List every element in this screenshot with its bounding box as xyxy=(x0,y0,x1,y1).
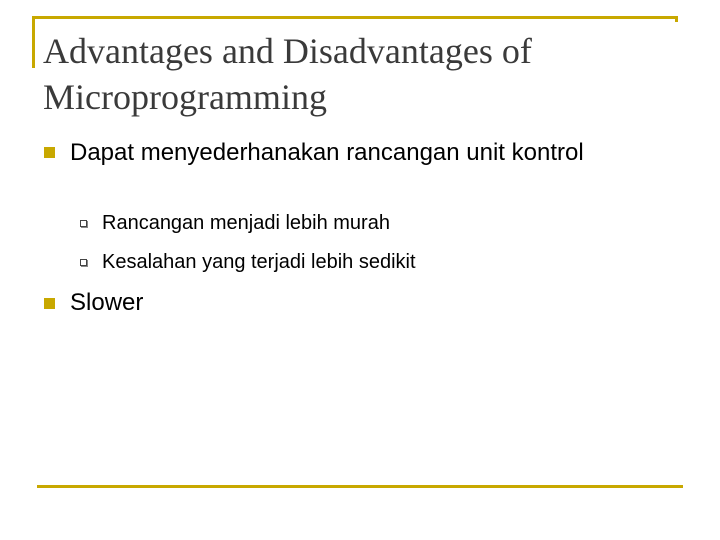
bullet-2-text: Slower xyxy=(70,289,144,316)
sub-bullet-1-text: Rancangan menjadi lebih murah xyxy=(102,212,390,234)
hollow-square-bullet-icon xyxy=(80,220,87,227)
square-bullet-icon xyxy=(44,298,55,309)
bullet-1-text: Dapat menyederhanakan rancangan unit kontrol xyxy=(70,139,584,166)
title-frame-right-tick xyxy=(675,16,678,22)
sub-bullet-2-text: Kesalahan yang terjadi lebih sedikit xyxy=(102,251,416,273)
title-frame-top-line xyxy=(32,16,678,19)
square-bullet-icon xyxy=(44,147,55,158)
slide-title: Advantages and Disadvantages of Microprogramming xyxy=(43,31,532,117)
hollow-square-bullet-icon xyxy=(80,259,87,266)
footer-line xyxy=(37,485,683,488)
title-frame-left-line xyxy=(32,16,35,68)
